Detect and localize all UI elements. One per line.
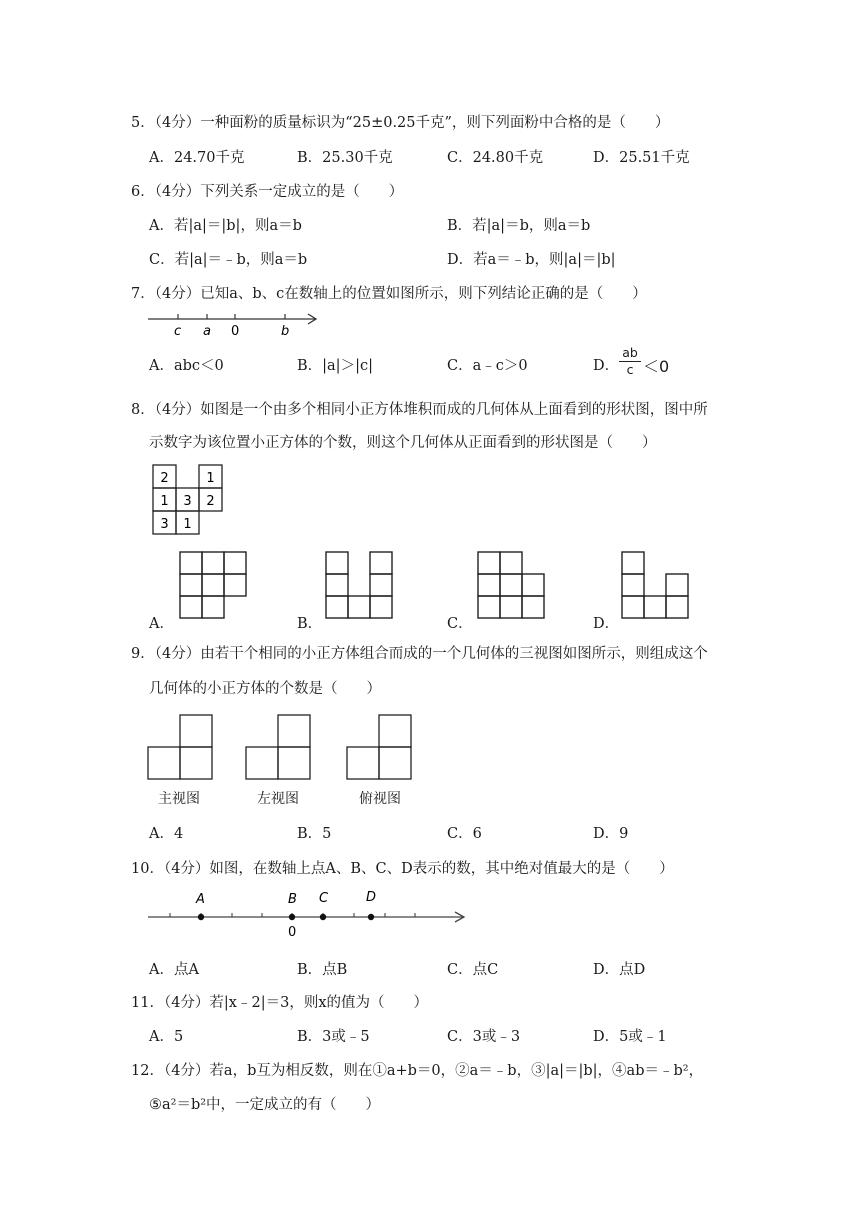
- q8-top-view-grid: [148, 460, 228, 536]
- q10-label-b: B: [288, 892, 297, 907]
- q7-axis-label-0: 0: [231, 324, 240, 338]
- q7-option-c: C．a﹣c＞0: [447, 358, 528, 374]
- q10-label-zero: 0: [288, 925, 297, 939]
- q8-top-view-number: 3: [183, 494, 192, 509]
- q8-option-c-figure: [474, 548, 550, 624]
- q10-point-c: [320, 914, 326, 920]
- q8-top-view-number: 1: [206, 471, 215, 486]
- question-6-stem: 6．（4分）下列关系一定成立的是（ ）: [131, 184, 404, 200]
- q8-top-view-number: 2: [206, 494, 215, 509]
- q8-option-b-label: B．: [297, 616, 323, 632]
- q8-option-a-figure: [176, 548, 252, 624]
- q11-option-a: A．5: [149, 1029, 184, 1045]
- question-10-stem: 10．（4分）如图，在数轴上点A、B、C、D表示的数，其中绝对值最大的是（ ）: [131, 861, 674, 877]
- q10-option-b: B．点B: [297, 962, 348, 978]
- question-12-stem-line1: 12．（4分）若a，b互为相反数，则在①a+b＝0，②a＝﹣b，③|a|＝|b|，④ab＝﹣b²，: [131, 1063, 704, 1079]
- q10-option-d: D．点D: [593, 962, 646, 978]
- q10-option-a: A．点A: [149, 962, 199, 978]
- q7-axis-label-c: c: [174, 324, 182, 338]
- q6-option-c: C．若|a|＝﹣b，则a＝b: [149, 252, 308, 268]
- q8-option-a-label: A．: [149, 616, 174, 632]
- q5-option-b: B．25.30千克: [297, 150, 393, 166]
- q9-front-view-label: 主视图: [158, 791, 200, 807]
- q7-fraction: [619, 346, 641, 377]
- q5-option-d: D．25.51千克: [593, 150, 690, 166]
- q10-label-d: D: [366, 890, 377, 905]
- q11-option-d: D．5或﹣1: [593, 1029, 667, 1045]
- question-11-stem: 11．（4分）若|x﹣2|＝3，则x的值为（ ）: [131, 995, 429, 1011]
- q9-left-view-label: 左视图: [257, 791, 299, 807]
- q9-top-view-label: 俯视图: [359, 791, 401, 807]
- q9-option-d: D．9: [593, 826, 629, 842]
- q10-label-c: C: [319, 891, 329, 906]
- question-8-stem-line2: 示数字为该位置小正方体的个数，则这个几何体从正面看到的形状图是（ ）: [149, 435, 657, 451]
- q7-option-d: D．: [593, 358, 620, 374]
- q8-top-view-number: 3: [160, 517, 169, 532]
- q8-top-view-number: 2: [160, 471, 169, 486]
- q7-fraction-numerator: ab: [622, 345, 638, 360]
- q6-option-d: D．若a＝﹣b，则|a|＝|b|: [447, 252, 616, 268]
- q9-option-b: B．5: [297, 826, 332, 842]
- q9-front-view-figure: [146, 712, 218, 782]
- q10-point-b: [289, 914, 295, 920]
- q9-option-a: A．4: [149, 826, 184, 842]
- q8-option-d-label: D．: [593, 616, 620, 632]
- question-5-stem: 5．（4分）一种面粉的质量标识为“25±0.25千克”，则下列面粉中合格的是（ ）: [131, 115, 670, 131]
- q9-top-view-figure: [345, 712, 417, 782]
- question-9-stem-line1: 9．（4分）由若干个相同的小正方体组合而成的一个几何体的三视图如图所示，则组成这个: [131, 646, 708, 662]
- q5-option-c: C．24.80千克: [447, 150, 544, 166]
- q7-option-d-relation: ＜0: [643, 357, 670, 376]
- q8-top-view-number: 1: [160, 494, 169, 509]
- question-8-stem-line1: 8．（4分）如图是一个由多个相同小正方体堆积而成的几何体从上面看到的形状图，图中所: [131, 402, 708, 418]
- q9-left-view-figure: [244, 712, 316, 782]
- q7-axis-label-a: a: [203, 324, 211, 338]
- q7-option-b: B．|a|＞|c|: [297, 358, 373, 374]
- q8-option-d-figure: [618, 548, 694, 624]
- q6-option-b: B．若|a|＝b，则a＝b: [447, 218, 591, 234]
- q10-point-d: [368, 914, 374, 920]
- q8-option-b-figure: [322, 548, 398, 624]
- q10-label-a: A: [196, 892, 205, 907]
- q5-option-a: A．24.70千克: [149, 150, 245, 166]
- q11-option-c: C．3或﹣3: [447, 1029, 521, 1045]
- q6-option-a: A．若|a|＝|b|，则a＝b: [149, 218, 302, 234]
- question-12-stem-line2: ⑤a²＝b²中，一定成立的有（ ）: [149, 1097, 381, 1113]
- question-9-stem-line2: 几何体的小正方体的个数是（ ）: [149, 681, 381, 697]
- question-7-stem: 7．（4分）已知a、b、c在数轴上的位置如图所示，则下列结论正确的是（ ）: [131, 286, 647, 302]
- q9-option-c: C．6: [447, 826, 482, 842]
- q7-option-a: A．abc＜0: [149, 358, 224, 374]
- q10-option-c: C．点C: [447, 962, 499, 978]
- q7-number-line: [145, 308, 325, 338]
- q11-option-b: B．3或﹣5: [297, 1029, 370, 1045]
- q8-top-view-number: 1: [183, 517, 192, 532]
- q10-number-line: [145, 885, 470, 939]
- q10-point-a: [198, 914, 204, 920]
- q8-option-c-label: C．: [447, 616, 473, 632]
- q7-axis-label-b: b: [281, 324, 290, 338]
- q7-fraction-denominator: c: [626, 362, 634, 377]
